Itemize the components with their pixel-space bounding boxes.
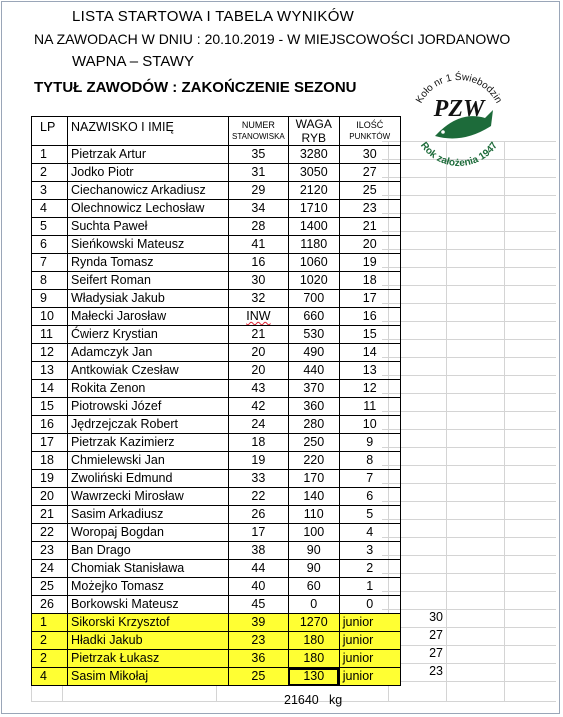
cell-points: 10 [339, 416, 400, 434]
cell-weight: 180 [288, 650, 339, 668]
cell-name: Hładki Jakub [68, 632, 229, 650]
cell-name: Rynda Tomasz [68, 254, 229, 272]
cell-weight: 110 [288, 506, 339, 524]
cell-stand: 28 [229, 218, 289, 236]
table-row [32, 200, 401, 218]
svg-text:Rok założenia 1947 [418, 140, 500, 169]
cell-name: Antkowiak Czesław [68, 362, 229, 380]
cell-stand: 43 [229, 380, 289, 398]
grid-row-line [382, 501, 556, 502]
list-title: LISTA STARTOWA I TABELA WYNIKÓW [72, 8, 355, 25]
cell-weight: 440 [288, 362, 339, 380]
cell-lp: 22 [32, 524, 68, 542]
cell-stand: 20 [229, 362, 289, 380]
cell-points: 15 [339, 326, 400, 344]
cell-stand: 44 [229, 560, 289, 578]
grid-row-line [382, 465, 556, 466]
junior-row [32, 614, 401, 632]
cell-weight: 700 [288, 290, 339, 308]
cell-weight: 2120 [288, 182, 339, 200]
cell-stand: 16 [229, 254, 289, 272]
cell-name: Małecki Jarosław [68, 308, 229, 326]
cell-weight: 220 [288, 452, 339, 470]
cell-weight: 1400 [288, 218, 339, 236]
cell-lp: 4 [32, 668, 68, 686]
table-row [32, 398, 401, 416]
cell-lp: 6 [32, 236, 68, 254]
cell-category: junior [339, 650, 400, 668]
cell-lp: 1 [32, 614, 68, 632]
cell-lp: 24 [32, 560, 68, 578]
cell-lp: 14 [32, 380, 68, 398]
cell-weight: 140 [288, 488, 339, 506]
cell-stand: 21 [229, 326, 289, 344]
cell-category: junior [339, 632, 400, 650]
table-row [32, 524, 401, 542]
cell-weight: 360 [288, 398, 339, 416]
grid-row-line [382, 267, 556, 268]
grid-row-line [382, 447, 556, 448]
cell-stand: 41 [229, 236, 289, 254]
table-row [32, 146, 401, 164]
cell-name: Sasim Arkadiusz [68, 506, 229, 524]
cell-lp: 16 [32, 416, 68, 434]
total-weight: 21640 [284, 693, 319, 707]
cell-weight: 490 [288, 344, 339, 362]
cell-category: junior [339, 614, 400, 632]
logo-mark: PZW [433, 96, 485, 122]
cell-stand: 23 [229, 632, 289, 650]
header-points-line1: ILOŚĆ [356, 120, 384, 130]
cell-points: 23 [339, 200, 400, 218]
cell-name: Pietrzak Kazimierz [68, 434, 229, 452]
cell-weight: 90 [288, 542, 339, 560]
cell-lp: 13 [32, 362, 68, 380]
cell-weight: 130 [288, 668, 339, 686]
junior-row [32, 650, 401, 668]
cell-stand: 35 [229, 146, 289, 164]
grid-row-line [382, 357, 556, 358]
header-name: NAZWISKO I IMIĘ [68, 117, 229, 146]
cell-lp: 8 [32, 272, 68, 290]
cell-name: Jędrzejczak Robert [68, 416, 229, 434]
cell-lp: 5 [32, 218, 68, 236]
table-row [32, 236, 401, 254]
cell-name: Olechnowicz Lechosław [68, 200, 229, 218]
junior-row [32, 668, 401, 686]
header-weight-line2: RYB [301, 131, 326, 145]
cell-name: Chomiak Stanisława [68, 560, 229, 578]
grid-row-line [382, 411, 556, 412]
cell-name: Wawrzecki Mirosław [68, 488, 229, 506]
table-row [32, 506, 401, 524]
cell-lp: 23 [32, 542, 68, 560]
cell-stand: 29 [229, 182, 289, 200]
cell-stand: 19 [229, 452, 289, 470]
table-header-row [32, 117, 401, 146]
table-row [32, 380, 401, 398]
cell-lp: 20 [32, 488, 68, 506]
table-row [32, 272, 401, 290]
cell-name: Możejko Tomasz [68, 578, 229, 596]
cell-lp: 4 [32, 200, 68, 218]
grid-row-line [382, 537, 556, 538]
grid-row-line [382, 483, 556, 484]
cell-weight: 100 [288, 524, 339, 542]
cell-lp: 26 [32, 596, 68, 614]
cell-stand: 45 [229, 596, 289, 614]
cell-name: Woropaj Bogdan [68, 524, 229, 542]
table-row [32, 362, 401, 380]
cell-points: 13 [339, 362, 400, 380]
cell-lp: 21 [32, 506, 68, 524]
cell-points: 18 [339, 272, 400, 290]
cell-stand: 39 [229, 614, 289, 632]
grid-row-line [382, 573, 556, 574]
cell-lp: 3 [32, 182, 68, 200]
grid-row-line [382, 681, 556, 682]
cell-name: Sieńkowski Mateusz [68, 236, 229, 254]
cell-stand: 25 [229, 668, 289, 686]
cell-name: Suchta Paweł [68, 218, 229, 236]
cell-points: 0 [339, 596, 400, 614]
cell-weight: 3050 [288, 164, 339, 182]
cell-lp: 7 [32, 254, 68, 272]
cell-points: 3 [339, 542, 400, 560]
pzw-club-logo [399, 60, 519, 180]
grid-row-line [382, 321, 556, 322]
cell-stand: 34 [229, 200, 289, 218]
cell-weight: 1020 [288, 272, 339, 290]
cell-points: 14 [339, 344, 400, 362]
cell-lp: 2 [32, 650, 68, 668]
cell-name: Władysiak Jakub [68, 290, 229, 308]
event-date-location: NA ZAWODACH W DNIU : 20.10.2019 - W MIEJSCOWOŚCI JORDANOWO [34, 31, 511, 47]
table-row [32, 308, 401, 326]
table-row [32, 434, 401, 452]
cell-name: Zwoliński Edmund [68, 470, 229, 488]
cell-weight: 0 [288, 596, 339, 614]
cell-name: Jodko Piotr [68, 164, 229, 182]
cell-name: Chmielewski Jan [68, 452, 229, 470]
cell-lp: 18 [32, 452, 68, 470]
table-row [32, 542, 401, 560]
cell-lp: 17 [32, 434, 68, 452]
table-row [32, 578, 401, 596]
table-row [32, 218, 401, 236]
cell-lp: 25 [32, 578, 68, 596]
cell-lp: 10 [32, 308, 68, 326]
cell-name: Pietrzak Łukasz [68, 650, 229, 668]
cell-weight: 530 [288, 326, 339, 344]
cell-stand: 38 [229, 542, 289, 560]
cell-points: 2 [339, 560, 400, 578]
cell-name: Seifert Roman [68, 272, 229, 290]
logo-bottom-text: Rok założenia 1947 [417, 140, 501, 170]
grid-row-line [382, 195, 556, 196]
cell-weight: 250 [288, 434, 339, 452]
header-weight-line1: WAGA [295, 117, 332, 131]
cell-stand: 18 [229, 434, 289, 452]
grid-row-line [382, 213, 556, 214]
cell-points: 7 [339, 470, 400, 488]
cell-weight: 1180 [288, 236, 339, 254]
cell-stand: 24 [229, 416, 289, 434]
cell-stand: 40 [229, 578, 289, 596]
cell-weight: 1270 [288, 614, 339, 632]
cell-weight: 280 [288, 416, 339, 434]
table-row [32, 470, 401, 488]
header-weight [288, 117, 339, 146]
cell-stand: 31 [229, 164, 289, 182]
table-row [32, 560, 401, 578]
cell-points: 30 [339, 146, 400, 164]
grid-row-line [382, 591, 556, 592]
cell-points: 20 [339, 236, 400, 254]
header-stand [229, 117, 289, 146]
cell-points: 6 [339, 488, 400, 506]
cell-weight: 170 [288, 470, 339, 488]
cell-points: 5 [339, 506, 400, 524]
table-row [32, 452, 401, 470]
table-row [32, 164, 401, 182]
table-row [32, 290, 401, 308]
table-row [32, 326, 401, 344]
cell-stand: 36 [229, 650, 289, 668]
grid-row-line [382, 249, 556, 250]
cell-category: junior [339, 668, 400, 686]
total-weight-unit: kg [329, 693, 343, 707]
grid-col-line [504, 141, 505, 702]
cell-points: 21 [339, 218, 400, 236]
junior-points: 30 [429, 609, 443, 624]
cell-stand: 26 [229, 506, 289, 524]
header-points [339, 117, 400, 146]
cell-name: Sikorski Krzysztof [68, 614, 229, 632]
cell-lp: 9 [32, 290, 68, 308]
grid-row-line [382, 285, 556, 286]
cell-lp: 2 [32, 632, 68, 650]
cell-points: 27 [339, 164, 400, 182]
cell-name: Sasim Mikołaj [68, 668, 229, 686]
cell-points: 25 [339, 182, 400, 200]
cell-points: 11 [339, 398, 400, 416]
cell-lp: 11 [32, 326, 68, 344]
table-row [32, 488, 401, 506]
cell-stand: INW [229, 308, 289, 326]
cell-lp: 15 [32, 398, 68, 416]
cell-stand: 32 [229, 290, 289, 308]
cell-lp: 12 [32, 344, 68, 362]
cell-weight: 3280 [288, 146, 339, 164]
venue-name: WAPNA – STAWY [72, 53, 194, 70]
cell-points: 8 [339, 452, 400, 470]
cell-stand: 30 [229, 272, 289, 290]
cell-weight: 370 [288, 380, 339, 398]
cell-points: 16 [339, 308, 400, 326]
cell-name: Piotrowski Józef [68, 398, 229, 416]
grid-row-line [382, 519, 556, 520]
cell-points: 1 [339, 578, 400, 596]
grid-row-line [382, 429, 556, 430]
cell-weight: 1060 [288, 254, 339, 272]
grid-row-line [382, 375, 556, 376]
cell-points: 17 [339, 290, 400, 308]
cell-points: 9 [339, 434, 400, 452]
table-row [32, 344, 401, 362]
header-lp: LP [32, 117, 68, 146]
junior-row [32, 632, 401, 650]
grid-row-line [382, 555, 556, 556]
junior-points: 27 [429, 645, 443, 660]
table-row [32, 182, 401, 200]
grid-row-line [382, 393, 556, 394]
header-stand-line2: STANOWISKA [232, 132, 285, 141]
cell-stand: 33 [229, 470, 289, 488]
cell-name: Adamczyk Jan [68, 344, 229, 362]
junior-points: 23 [429, 663, 443, 678]
table-row [32, 416, 401, 434]
cell-lp: 2 [32, 164, 68, 182]
competition-title: TYTUŁ ZAWODÓW : ZAKOŃCZENIE SEZONU [34, 79, 357, 96]
cell-stand: 17 [229, 524, 289, 542]
cell-weight: 60 [288, 578, 339, 596]
header-stand-line1: NUMER [241, 120, 275, 130]
grid-col-line [446, 141, 447, 702]
cell-stand: 42 [229, 398, 289, 416]
results-table [31, 116, 401, 686]
cell-points: 4 [339, 524, 400, 542]
cell-weight: 90 [288, 560, 339, 578]
cell-name: Ćwierz Krystian [68, 326, 229, 344]
cell-name: Borkowski Mateusz [68, 596, 229, 614]
table-row [32, 254, 401, 272]
cell-points: 12 [339, 380, 400, 398]
junior-points: 27 [429, 627, 443, 642]
cell-name: Ciechanowicz Arkadiusz [68, 182, 229, 200]
cell-stand: 22 [229, 488, 289, 506]
logo-top-text: Koło nr 1 Świebodzin [414, 71, 504, 106]
grid-row-line [382, 231, 556, 232]
cell-name: Pietrzak Artur [68, 146, 229, 164]
cell-lp: 19 [32, 470, 68, 488]
cell-stand: 20 [229, 344, 289, 362]
grid-row-line [382, 339, 556, 340]
cell-name: Ban Drago [68, 542, 229, 560]
table-row [32, 596, 401, 614]
header-points-line2: PUNKTÓW [349, 132, 391, 141]
cell-points: 19 [339, 254, 400, 272]
cell-weight: 1710 [288, 200, 339, 218]
cell-name: Rokita Zenon [68, 380, 229, 398]
cell-weight: 660 [288, 308, 339, 326]
cell-weight: 180 [288, 632, 339, 650]
cell-lp: 1 [32, 146, 68, 164]
grid-row-line [382, 303, 556, 304]
